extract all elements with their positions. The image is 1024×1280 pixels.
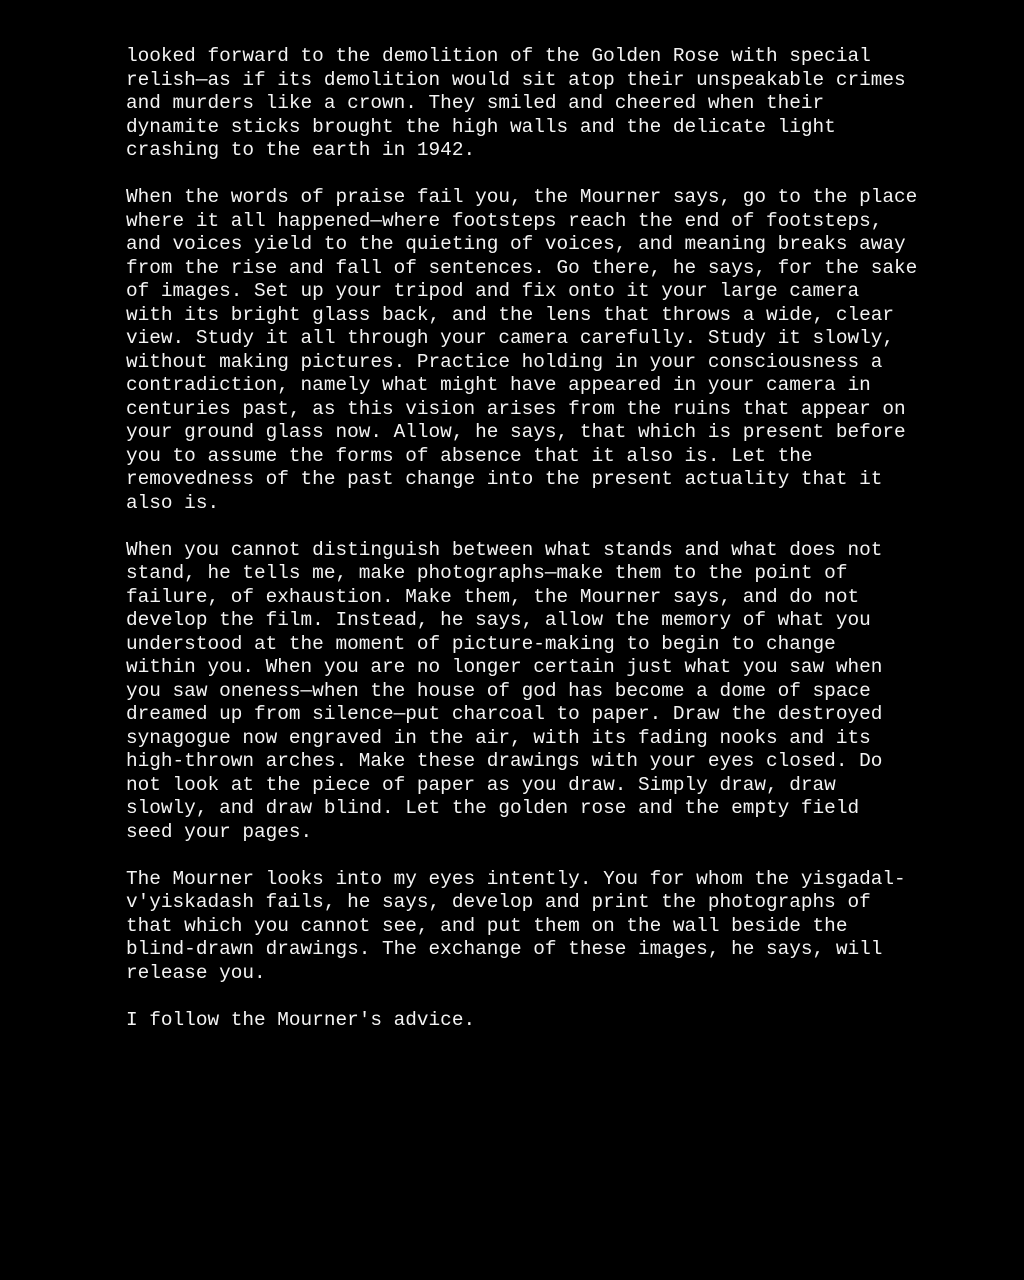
text-line: looked forward to the demolition of the Golden Rose with special xyxy=(126,45,871,67)
text-line: of images. Set up your tripod and fix onto it your large camera xyxy=(126,280,860,302)
text-line: dynamite sticks brought the high walls and the delicate light xyxy=(126,115,836,138)
text-line: centuries past, as this vision arises from the ruins that appear on xyxy=(126,397,906,420)
text-line: dreamed up from silence—put charcoal to paper. Draw the destroyed xyxy=(126,703,883,725)
text-line: The Mourner looks into my eyes intently. You for whom the yisgadal- xyxy=(126,867,906,890)
paragraph xyxy=(126,868,906,986)
text-line: that which you cannot see, and put them on the wall beside the xyxy=(126,914,848,937)
text-line: slowly, and draw blind. Let the golden rose and the empty field xyxy=(126,797,860,819)
paragraph-spacer xyxy=(126,163,906,187)
paragraph-spacer xyxy=(126,985,906,1009)
text-line: release you. xyxy=(126,961,266,984)
text-line: you saw oneness—when the house of god has become a dome of space xyxy=(126,679,871,702)
text-line: understood at the moment of picture-making to begin to change xyxy=(126,632,836,655)
text-line: develop the film. Instead, he says, allow the memory of what you xyxy=(126,609,871,631)
text-line: without making pictures. Practice holding in your consciousness a xyxy=(126,350,883,373)
text-line: I follow the Mourner's advice. xyxy=(126,1008,476,1031)
text-line: removedness of the past change into the present actuality that it xyxy=(126,468,883,490)
text-line: your ground glass now. Allow, he says, that which is present before xyxy=(126,421,906,443)
paragraph-spacer xyxy=(126,844,906,868)
text-line: where it all happened—where footsteps reach the end of footsteps, xyxy=(126,209,883,232)
document-page xyxy=(126,45,918,1032)
text-line: When you cannot distinguish between what stands and what does not xyxy=(126,538,883,561)
text-line: seed your pages. xyxy=(126,820,313,843)
text-line: from the rise and fall of sentences. Go there, he says, for the sake xyxy=(126,256,918,279)
text-line: with its bright glass back, and the lens that throws a wide, clear xyxy=(126,303,894,326)
text-line: failure, of exhaustion. Make them, the Mourner says, and do not xyxy=(126,585,860,608)
text-line: not look at the piece of paper as you draw. Simply draw, draw xyxy=(126,773,836,796)
text-line: stand, he tells me, make photographs—make them to the point of xyxy=(126,562,848,584)
text-line: high-thrown arches. Make these drawings with your eyes closed. Do xyxy=(126,750,883,772)
paragraph-spacer xyxy=(126,515,906,539)
text-line: synagogue now engraved in the air, with its fading nooks and its xyxy=(126,726,871,749)
text-line: v'yiskadash fails, he says, develop and print the photographs of xyxy=(126,891,871,913)
text-line: also is. xyxy=(126,491,220,514)
text-line: When the words of praise fail you, the Mourner says, go to the place xyxy=(126,186,918,208)
text-line: view. Study it all through your camera carefully. Study it slowly, xyxy=(126,327,894,349)
text-line: and voices yield to the quieting of voices, and meaning breaks away xyxy=(126,233,906,255)
text-line: contradiction, namely what might have appeared in your camera in xyxy=(126,374,871,396)
text-line: crashing to the earth in 1942. xyxy=(126,139,476,161)
text-line: within you. When you are no longer certain just what you saw when xyxy=(126,656,883,678)
text-line: you to assume the forms of absence that it also is. Let the xyxy=(126,444,813,467)
paragraph xyxy=(126,539,906,845)
paragraph xyxy=(126,186,918,515)
text-line: relish—as if its demolition would sit atop their unspeakable crimes xyxy=(126,68,906,91)
text-line: and murders like a crown. They smiled and cheered when their xyxy=(126,92,825,114)
text-line: blind-drawn drawings. The exchange of these images, he says, will xyxy=(126,938,883,960)
paragraph xyxy=(126,45,906,163)
paragraph xyxy=(126,1009,906,1033)
